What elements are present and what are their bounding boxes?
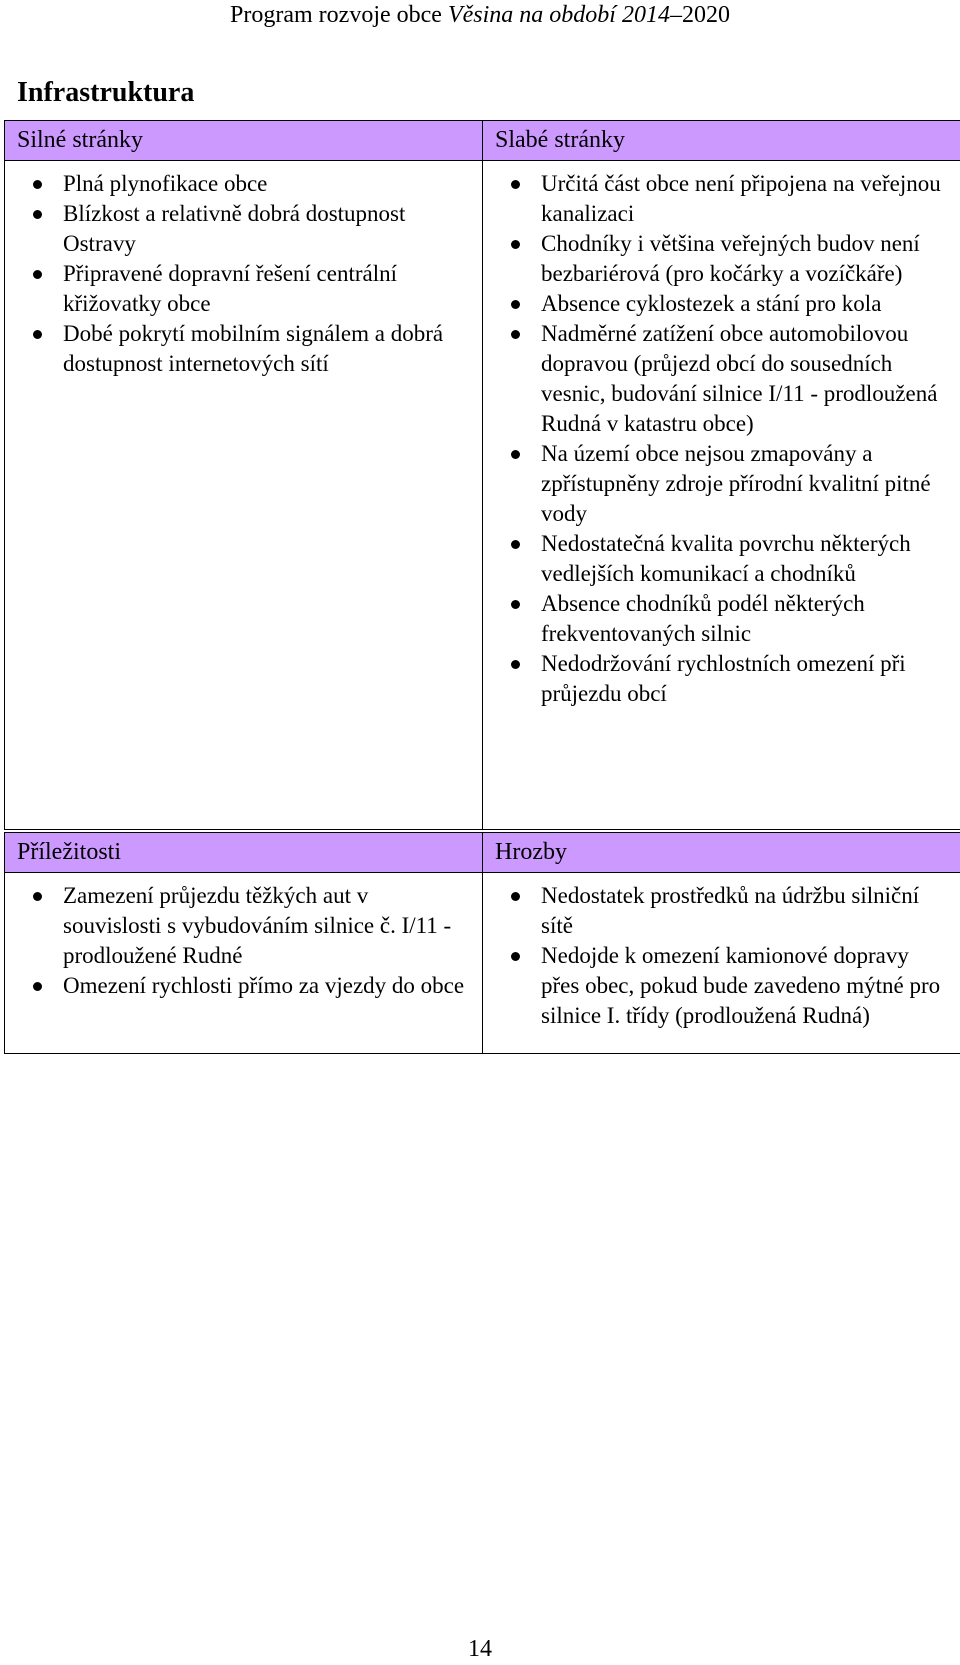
header-suffix: –2020 (669, 2, 730, 28)
swot-table-strengths-weaknesses (4, 120, 960, 830)
list-item: Nadměrné zatížení obce automobilovou dopravou (průjezd obcí do sousedních vesnic, budování silnice I/11 - prodloužená Rudná v katastru obce) (483, 319, 950, 439)
list-item: Dobé pokrytí mobilním signálem a dobrá dostupnost internetových sítí (5, 319, 472, 379)
weaknesses-cell (483, 161, 960, 830)
threats-cell (483, 873, 960, 1054)
list-item: Připravené dopravní řešení centrální křižovatky obce (5, 259, 472, 319)
weaknesses-header: Slabé stránky (483, 121, 960, 161)
list-item: Nedostatek prostředků na údržbu silniční sítě (483, 881, 950, 941)
opportunities-header: Příležitosti (5, 833, 483, 873)
list-item: Absence cyklostezek a stání pro kola (483, 289, 950, 319)
header-italic: Věsina na období 2014 (447, 2, 670, 28)
strengths-header: Silné stránky (5, 121, 483, 161)
list-item: Absence chodníků podél některých frekventovaných silnic (483, 589, 950, 649)
section-title: Infrastruktura (17, 77, 195, 108)
list-item: Nedostatečná kvalita povrchu některých vedlejších komunikací a chodníků (483, 529, 950, 589)
list-item: Nedodržování rychlostních omezení při průjezdu obcí (483, 649, 950, 709)
weaknesses-list (483, 161, 960, 715)
page-header (0, 0, 960, 30)
list-item: Omezení rychlosti přímo za vjezdy do obce (5, 971, 472, 1001)
strengths-list (5, 161, 482, 385)
swot-table-opportunities-threats (4, 832, 960, 1054)
opportunities-cell (5, 873, 483, 1054)
strengths-cell (5, 161, 483, 830)
list-item: Na území obce nejsou zmapovány a zpřístupněny zdroje přírodní kvalitní pitné vody (483, 439, 950, 529)
page-number: 14 (468, 1636, 492, 1662)
list-item: Nedojde k omezení kamionové dopravy přes obec, pokud bude zavedeno mýtné pro silnice I. třídy (prodloužená Rudná) (483, 941, 950, 1031)
list-item: Blízkost a relativně dobrá dostupnost Ostravy (5, 199, 472, 259)
list-item: Zamezení průjezdu těžkých aut v souvislosti s vybudováním silnice č. I/11 - prodloužené Rudné (5, 881, 472, 971)
list-item: Plná plynofikace obce (5, 169, 472, 199)
header-prefix: Program rozvoje obce (230, 2, 448, 28)
list-item: Určitá část obce není připojena na veřejnou kanalizaci (483, 169, 950, 229)
threats-header: Hrozby (483, 833, 960, 873)
threats-list (483, 873, 960, 1037)
list-item: Chodníky i většina veřejných budov není bezbariérová (pro kočárky a vozíčkáře) (483, 229, 950, 289)
opportunities-list (5, 873, 482, 1007)
